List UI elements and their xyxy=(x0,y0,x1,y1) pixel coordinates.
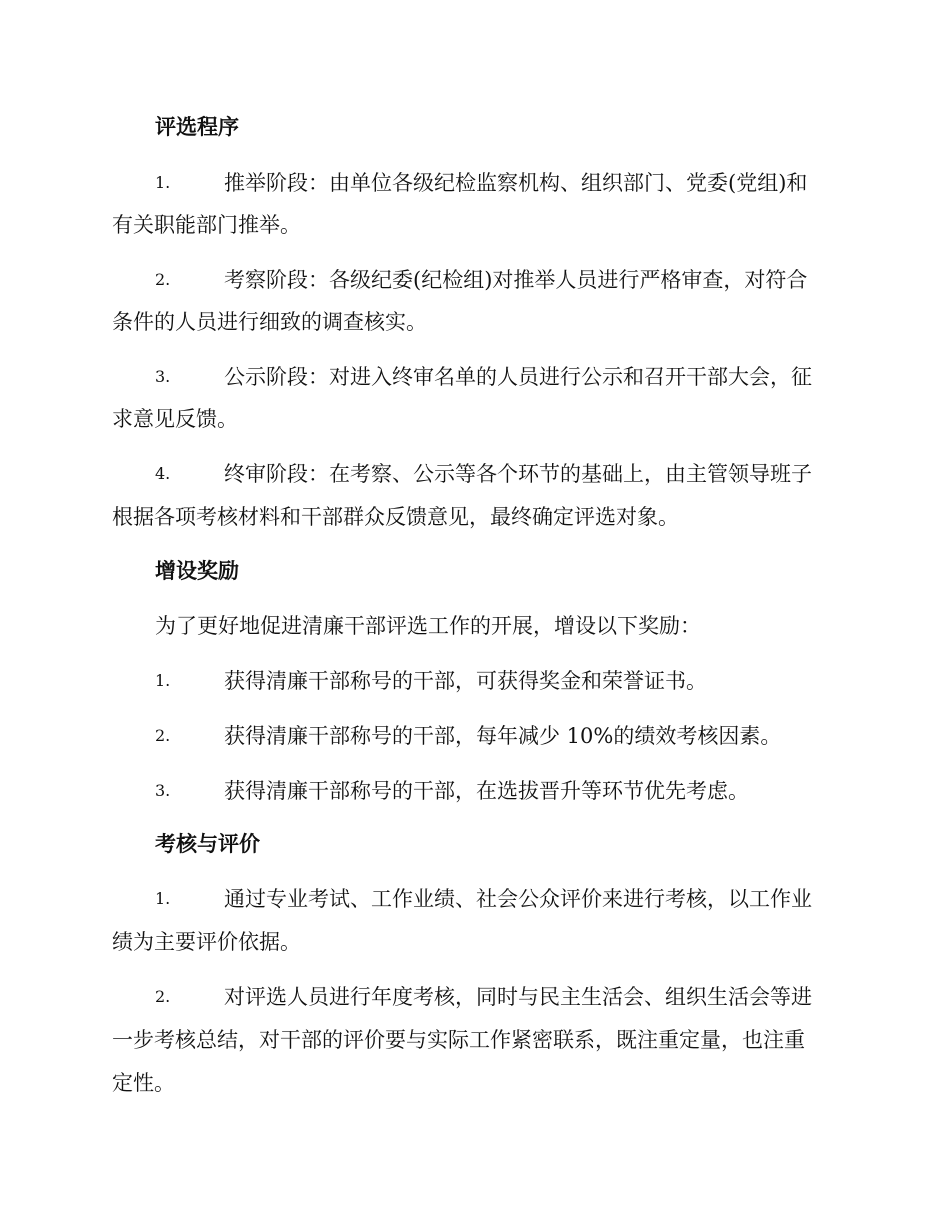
list-item-number: 2. xyxy=(155,726,171,745)
list-item-text: 获得清廉干部称号的干部，在选拔晋升等环节优先考虑。 xyxy=(224,779,749,803)
list-item-number: 1. xyxy=(155,889,171,908)
list-item-text: 推举阶段：由单位各级纪检监察机构、组织部门、党委(党组)和 xyxy=(224,171,808,195)
section-heading-added-rewards: 增设奖励 xyxy=(155,558,239,583)
list-item-text: 一步考核总结，对干部的评价要与实际工作紧密联系，既注重定量，也注重 xyxy=(112,1028,805,1052)
list-item-text: 终审阶段：在考察、公示等各个环节的基础上，由主管领导班子 xyxy=(224,462,812,486)
list-item-text: 公示阶段：对进入终审名单的人员进行公示和召开干部大会，征 xyxy=(224,365,812,389)
list-item-text: 有关职能部门推举。 xyxy=(112,213,301,237)
list-item-text: 根据各项考核材料和干部群众反馈意见，最终确定评选对象。 xyxy=(112,505,679,529)
list-item-text: 获得清廉干部称号的干部，每年减少 10%的绩效考核因素。 xyxy=(224,724,782,748)
list-item-number: 1. xyxy=(155,671,171,690)
list-item-text: 通过专业考试、工作业绩、社会公众评价来进行考核，以工作业 xyxy=(224,887,812,911)
list-item-number: 1. xyxy=(155,173,171,192)
list-item-text: 定性。 xyxy=(112,1071,175,1095)
section-heading-selection-procedure: 评选程序 xyxy=(155,114,239,139)
section-intro-text: 为了更好地促进清廉干部评选工作的开展，增设以下奖励： xyxy=(155,614,701,638)
list-item-text: 考察阶段：各级纪委(纪检组)对推举人员进行严格审查，对符合 xyxy=(224,268,808,292)
list-item-number: 2. xyxy=(155,270,171,289)
section-heading-assessment-and-evaluation: 考核与评价 xyxy=(155,831,260,856)
list-item-text: 对评选人员进行年度考核，同时与民主生活会、组织生活会等进 xyxy=(224,985,812,1009)
list-item-number: 2. xyxy=(155,987,171,1006)
list-item-text: 绩为主要评价依据。 xyxy=(112,930,301,954)
list-item-number: 4. xyxy=(155,464,171,483)
list-item-text: 获得清廉干部称号的干部，可获得奖金和荣誉证书。 xyxy=(224,669,707,693)
list-item-number: 3. xyxy=(155,781,171,800)
list-item-text: 条件的人员进行细致的调查核实。 xyxy=(112,310,427,334)
list-item-number: 3. xyxy=(155,367,171,386)
list-item-text: 求意见反馈。 xyxy=(112,407,238,431)
